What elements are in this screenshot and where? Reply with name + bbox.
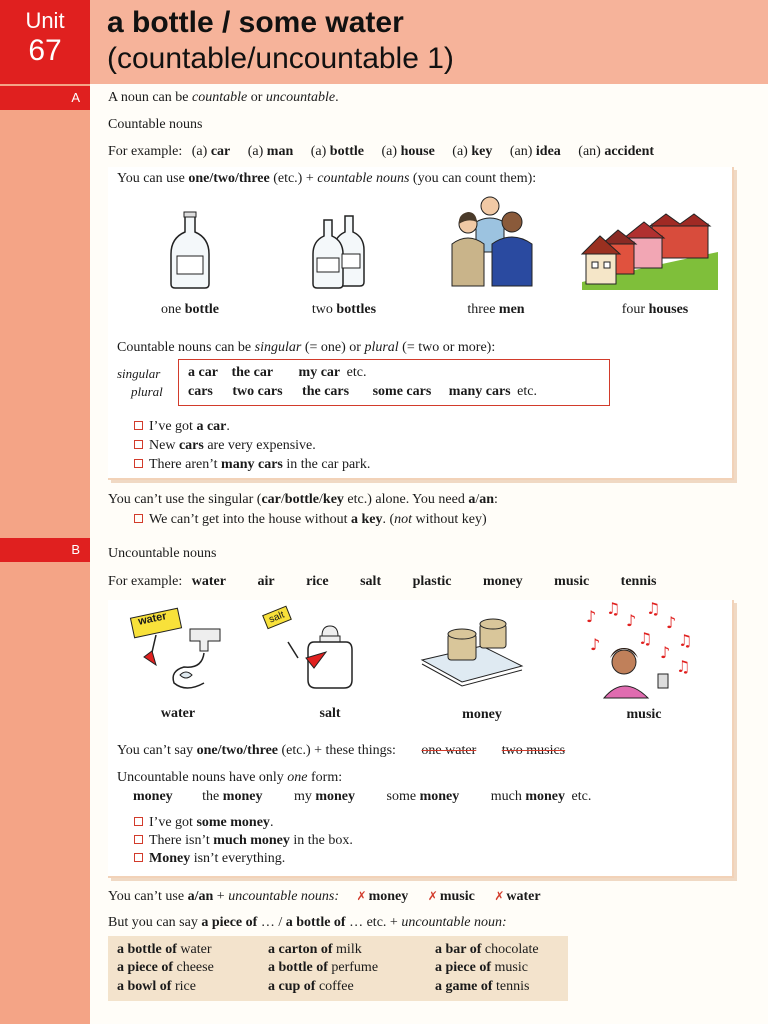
svg-text:♫: ♫ [638, 629, 653, 648]
phrase-2-3: a piece of music [435, 960, 528, 975]
bullet-square-icon [134, 817, 143, 826]
countable-examples: For example: (a) car (a) man (a) bottle (a) house (a) key (an) idea (an) accident [108, 144, 655, 159]
four-houses-illustration [582, 210, 718, 290]
section-tag-b: B [0, 538, 90, 562]
unit-badge [0, 0, 90, 84]
plural-row: cars two cars the cars some cars many cars etc. [188, 384, 537, 399]
svg-text:♫: ♫ [676, 657, 691, 676]
bullet-a-3: There aren’t many cars in the car park. [134, 457, 370, 473]
countable-heading: Countable nouns [108, 117, 203, 132]
cant-use-bullet: We can’t get into the house without a key. (not without key) [134, 512, 487, 528]
water-sign: water [137, 610, 168, 628]
phrase-1-2: a carton of milk [268, 942, 362, 957]
phrase-3-2: a cup of coffee [268, 979, 354, 994]
bullet-square-icon [134, 514, 143, 523]
bullet-square-icon [134, 440, 143, 449]
svg-text:♫: ♫ [678, 631, 693, 650]
caption-one-bottle: one bottle [161, 302, 219, 317]
but-you-can-say-line: But you can say a piece of … / a bottle of … etc. + uncountable noun: [108, 915, 507, 930]
phrase-1-1: a bottle of water [117, 942, 212, 957]
bullet-b-1: I’ve got some money. [134, 815, 273, 831]
bullet-a-2: New cars are very expensive. [134, 438, 316, 454]
cross-icon: ✗ [494, 889, 505, 903]
cant-use-singular-line: You can’t use the singular (car/bottle/key etc.) alone. You need a/an: [108, 492, 498, 507]
music-illustration [580, 600, 700, 700]
countable-use-line: You can use one/two/three (etc.) + countable nouns (you can count them): [117, 171, 537, 186]
title-line-1: a bottle / some water [107, 6, 404, 39]
cross-icon: ✗ [356, 889, 367, 903]
svg-text:♪: ♪ [660, 643, 671, 662]
intro-line: A noun can be countable or uncountable. [108, 90, 339, 105]
two-bottles-illustration [312, 212, 368, 290]
section-tag-a: A [0, 86, 90, 110]
phrase-2-2: a bottle of perfume [268, 960, 379, 975]
cant-say-line: You can’t say one/two/three (etc.) + these things: one water two musics [117, 743, 566, 758]
bullet-square-icon [134, 421, 143, 430]
caption-music: music [626, 707, 662, 722]
bullet-b-2: There isn’t much money in the box. [134, 833, 353, 849]
caption-two-bottles: two bottles [311, 302, 377, 317]
unit-label: Unit [25, 8, 65, 33]
svg-text:♫: ♫ [606, 599, 621, 618]
page-title [107, 5, 454, 77]
caption-money: money [462, 707, 502, 722]
unit-number: 67 [28, 34, 62, 67]
bullet-b-3: Money isn’t everything. [134, 851, 285, 867]
salt-sign: salt [262, 606, 291, 629]
wrong-two-musics: two musics [501, 743, 566, 758]
bullet-square-icon [134, 459, 143, 468]
svg-text:♪: ♪ [586, 607, 597, 626]
bullet-square-icon [134, 853, 143, 862]
salt-illustration [280, 612, 380, 692]
singular-plural-line: Countable nouns can be singular (= one) or plural (= two or more): [117, 340, 496, 355]
caption-three-men: three men [467, 302, 525, 317]
phrase-3-1: a bowl of rice [117, 979, 196, 994]
uncountable-examples: For example: water air rice salt plastic money music tennis [108, 574, 657, 589]
cross-icon: ✗ [427, 889, 438, 903]
three-men-illustration [446, 192, 538, 288]
singular-label: singular [117, 366, 161, 381]
phrase-1-3: a bar of chocolate [435, 942, 539, 957]
svg-text:♪: ♪ [626, 611, 637, 630]
money-illustration [418, 612, 526, 692]
uncountable-heading: Uncountable nouns [108, 546, 217, 561]
left-margin-band [0, 0, 90, 1024]
one-form-line: Uncountable nouns have only one form: [117, 770, 343, 785]
singular-row: a car the car my car etc. [188, 365, 367, 380]
phrase-2-1: a piece of cheese [117, 960, 214, 975]
caption-four-houses: four houses [621, 302, 689, 317]
bullet-square-icon [134, 835, 143, 844]
svg-text:♪: ♪ [590, 635, 601, 654]
svg-text:♫: ♫ [646, 599, 661, 618]
title-line-2: (countable/uncountable 1) [107, 42, 454, 75]
caption-salt: salt [319, 706, 341, 721]
wrong-one-water: one water [421, 743, 477, 758]
forms-row: money the money my money some money much money etc. [133, 789, 592, 804]
one-bottle-illustration [168, 210, 212, 290]
caption-water: water [160, 706, 196, 721]
cant-use-a-an-line: You can’t use a/an + uncountable nouns: ✗ money ✗ music ✗ water [108, 889, 541, 904]
plural-label: plural [131, 384, 163, 399]
phrase-3-3: a game of tennis [435, 979, 530, 994]
bullet-a-1: I’ve got a car. [134, 419, 230, 435]
svg-text:♪: ♪ [666, 613, 677, 632]
